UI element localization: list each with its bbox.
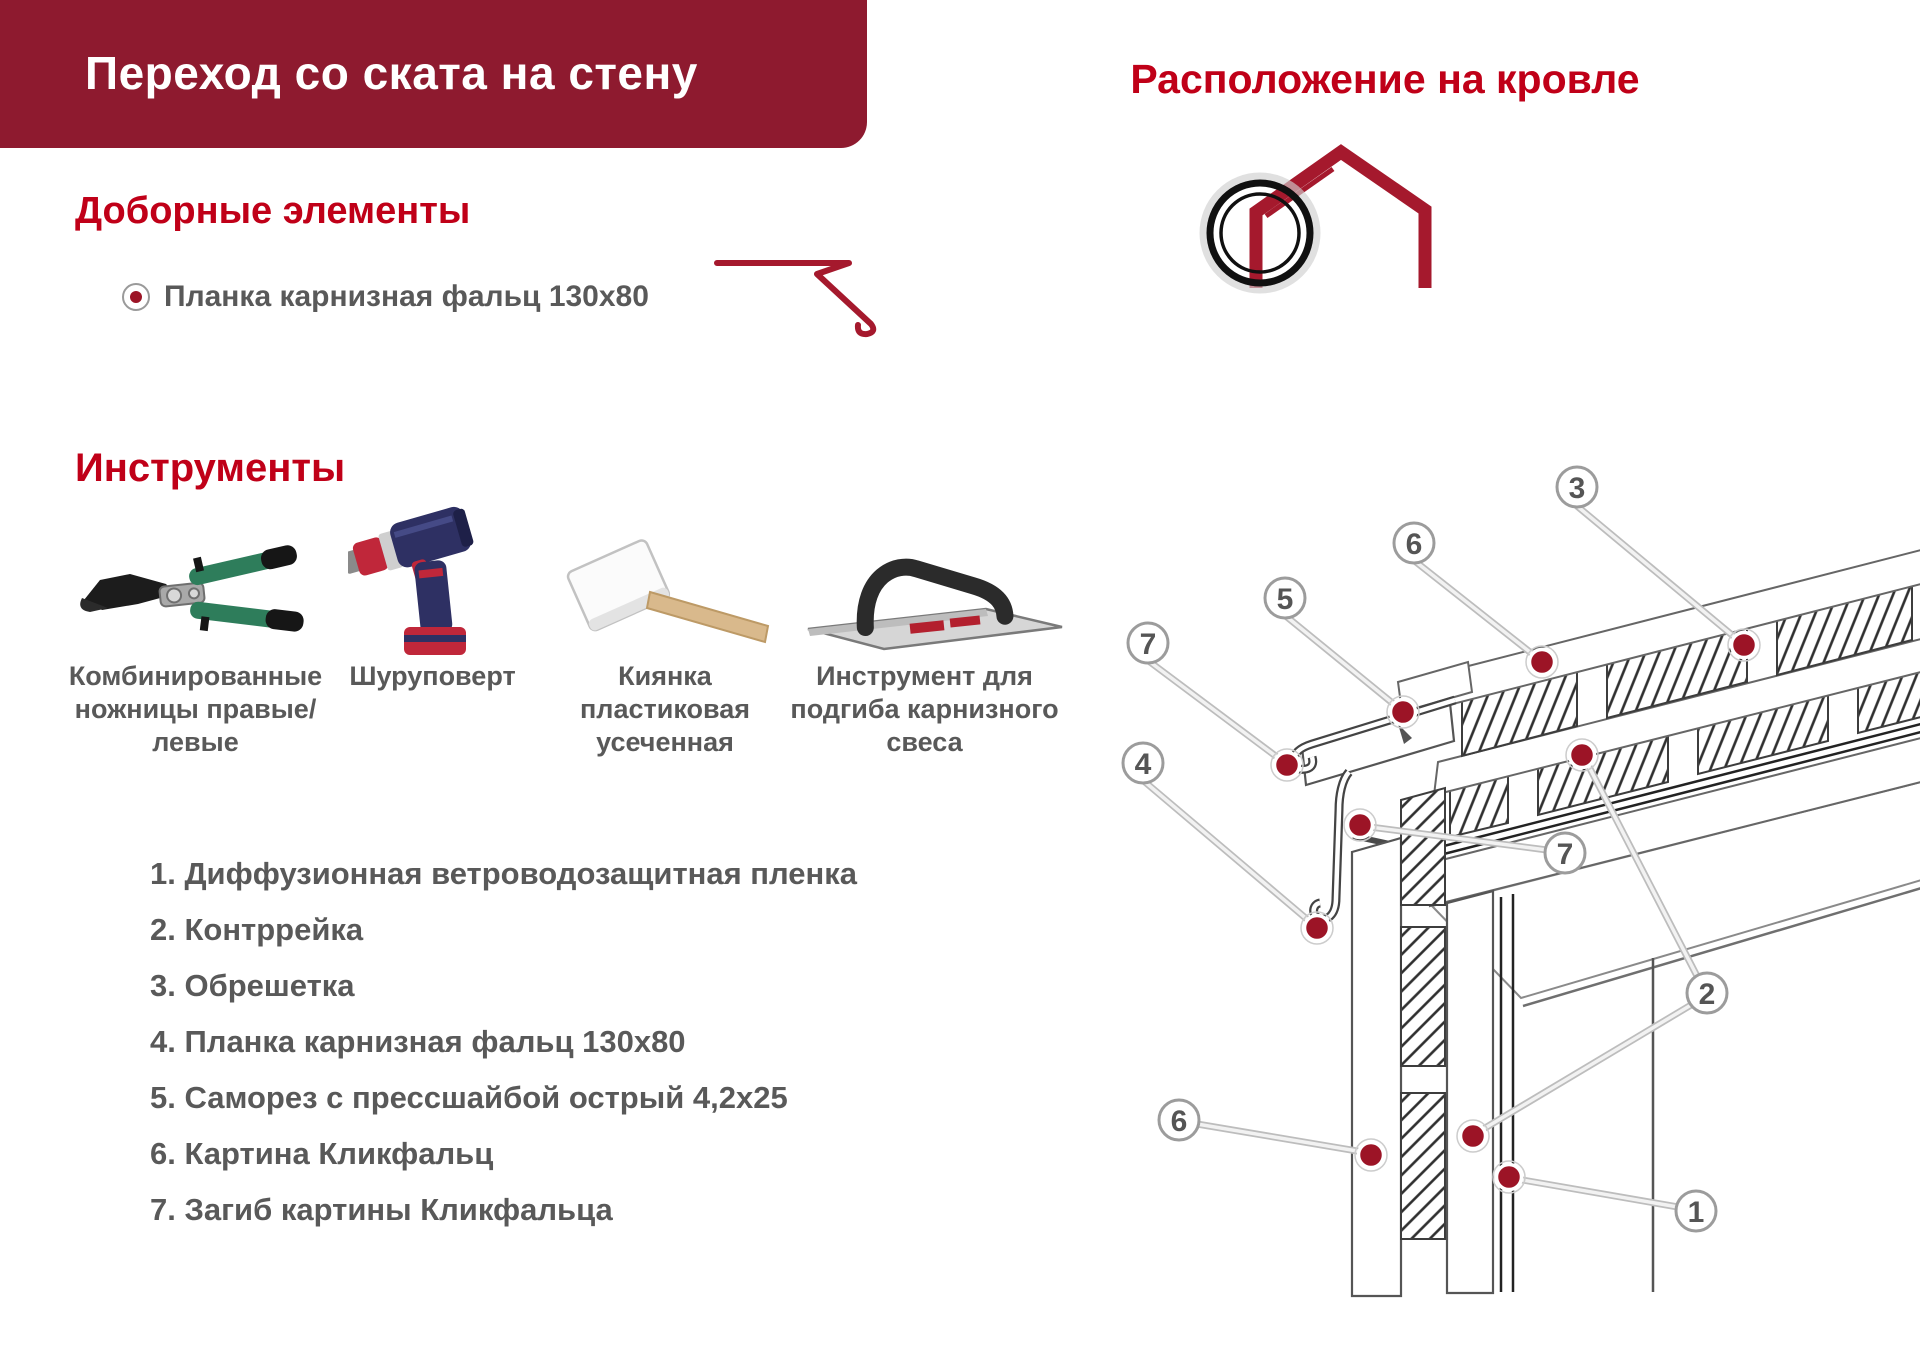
tool-label-snips: Комбинированные ножницы правые/левые [68,661,323,757]
marker-plank-hook [1305,916,1330,941]
legend-item: 5. Саморез с прессшайбой острый 4,2х25 [150,1080,788,1115]
tool-label-hem-bender: Инструмент для подгиба карнизного свеса [790,661,1059,757]
tool-image-screwdriver [348,503,488,661]
element-list-item [122,280,649,314]
svg-text:6: 6 [1170,1105,1188,1138]
svg-text:3: 3 [1568,472,1586,505]
clickfalz-panel-wall [1352,838,1401,1296]
bullet-icon [122,283,150,311]
callout-5 [1265,578,1305,618]
callout-6-roof [1394,523,1434,563]
wall-counter-batten-column [1401,788,1445,1239]
svg-text:5: 5 [1276,583,1294,616]
callout-7-upper [1128,623,1168,663]
callout-3 [1557,467,1597,507]
plank-profile-drawing [700,245,900,345]
tool-image-mallet [562,532,777,662]
marker-membrane [1497,1165,1522,1190]
tool-label-mallet: Киянка пластиковая усеченная [580,661,750,757]
location-title: Расположение на кровле [1130,56,1640,102]
tool-image-hem-bender [802,530,1067,658]
marker-lathing [1732,633,1757,658]
svg-text:7: 7 [1556,838,1574,871]
legend-item: 7. Загиб картины Кликфальца [150,1192,613,1227]
roof-location-icon [1180,130,1470,305]
tool-image-snips [78,528,308,668]
marker-counter-batten-roof [1570,743,1595,768]
page-title: Переход со ската на стену [85,47,698,99]
legend-item: 1. Диффузионная ветроводозащитная пленка [150,856,858,891]
svg-text:4: 4 [1134,748,1152,781]
svg-text:6: 6 [1405,528,1423,561]
legend-item: 3. Обрешетка [150,968,355,1003]
svg-text:1: 1 [1687,1196,1705,1229]
roof-wall-section-diagram [1060,370,1920,1360]
callout-7-lower [1545,833,1585,873]
title-banner [0,0,867,148]
svg-text:2: 2 [1698,978,1716,1011]
wall-sheathing-board [1447,891,1493,1293]
legend-item: 2. Контррейка [150,912,364,947]
tool-label-screwdriver: Шуруповерт [349,661,516,691]
legend-list [150,846,857,1238]
marker-hem-curl [1275,753,1300,778]
marker-hem-bend [1348,813,1373,838]
marker-panel-roof [1530,650,1555,675]
callout-4 [1123,743,1163,783]
section-elements-heading: Доборные элементы [75,190,471,232]
svg-text:7: 7 [1139,628,1157,661]
marker-panel-wall [1359,1143,1384,1168]
callout-1 [1676,1191,1716,1231]
marker-screw [1391,700,1416,725]
element-item-label: Планка карнизная фальц 130х80 [164,280,649,313]
section-tools-heading: Инструменты [75,446,346,490]
marker-counter-batten-wall [1461,1124,1486,1149]
legend-item: 6. Картина Кликфальц [150,1136,494,1171]
callout-2 [1687,973,1727,1013]
eave-plank-drop [1314,772,1349,919]
legend-item: 4. Планка карнизная фальц 130х80 [150,1024,686,1059]
callout-6-wall [1159,1100,1199,1140]
